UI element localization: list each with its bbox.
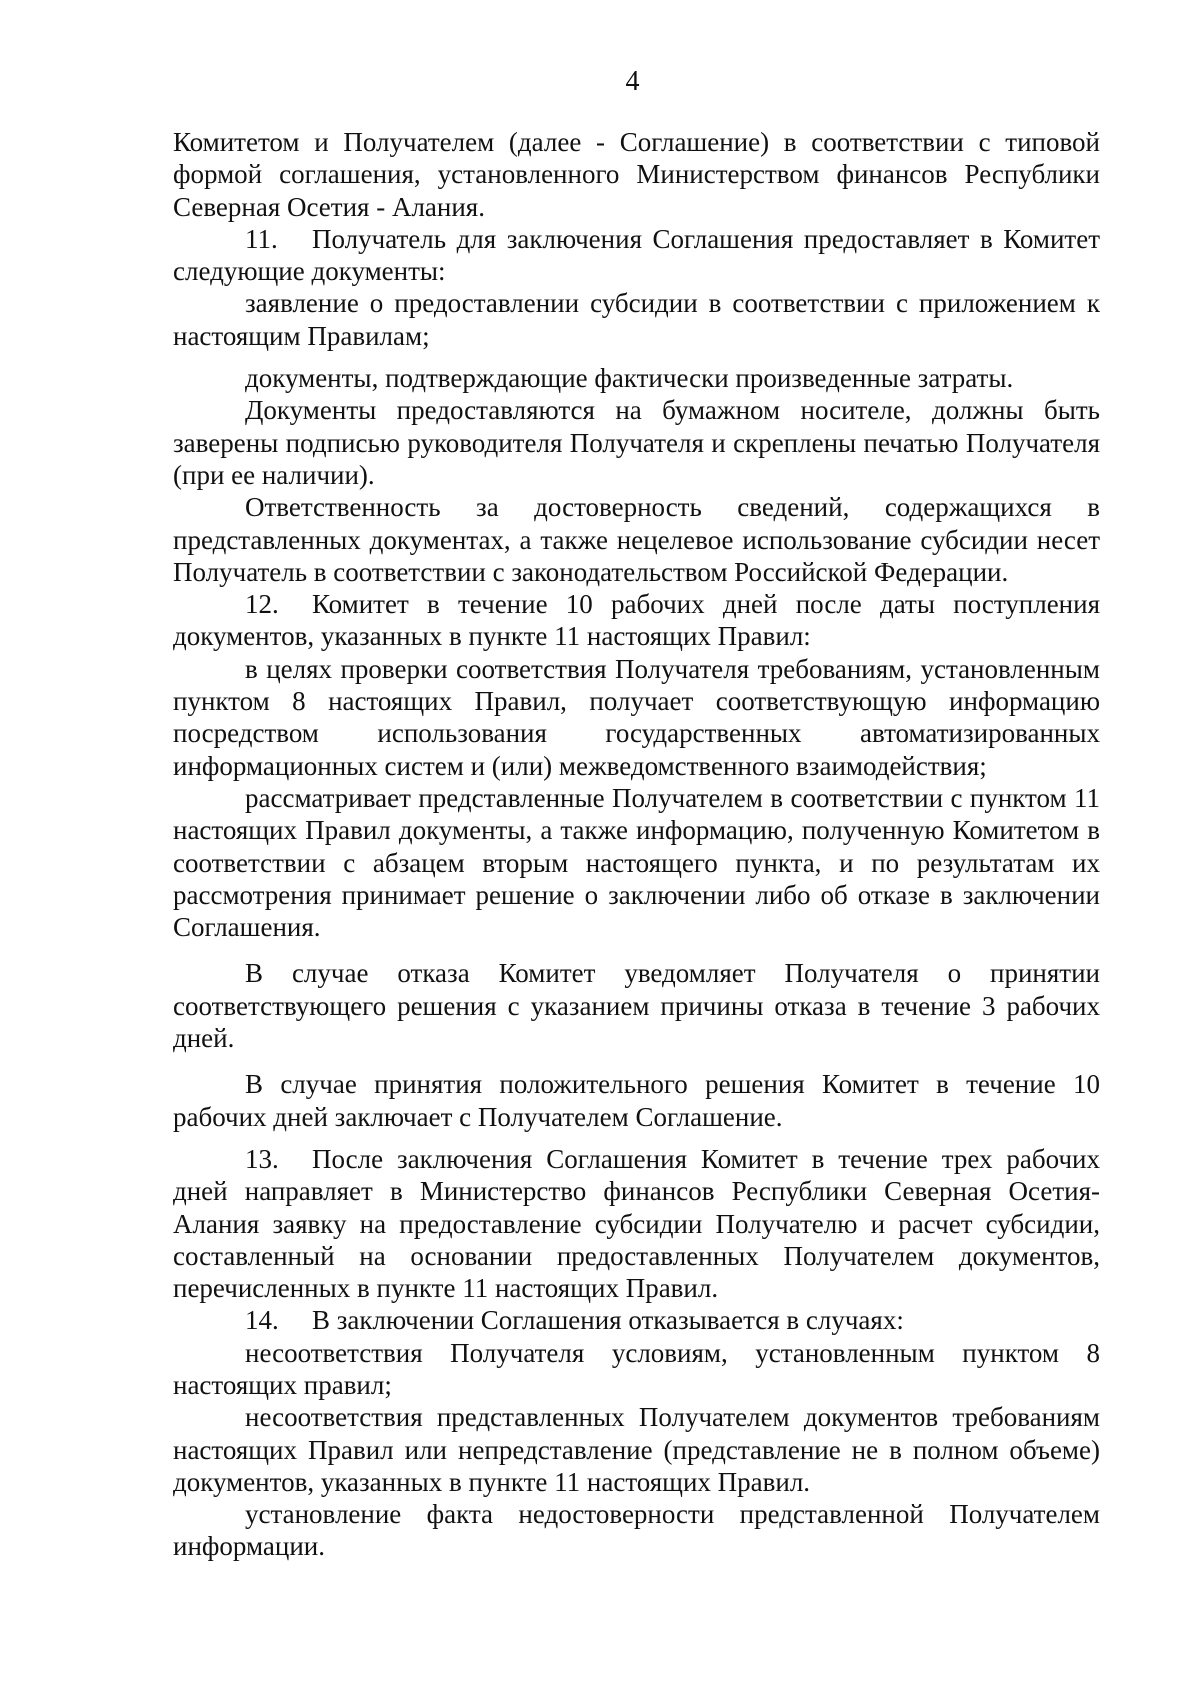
paragraph bbox=[173, 1068, 1100, 1133]
paragraph bbox=[173, 394, 1100, 491]
paragraph-text: в целях проверки соответствия Получателя требованиям, установленным пунктом 8 настоящих Правил, получает соответствующую информацию посредством использования государственных автоматизированных информационных систем и (или) межведомственного взаимодействия; bbox=[173, 653, 1100, 781]
paragraph-text: Ответственность за достоверность сведений, содержащихся в представленных документах, а также нецелевое использование субсидии несет Получатель в соответствии с законодательством Российской Федерации. bbox=[173, 492, 1100, 587]
paragraph-text: несоответствия Получателя условиям, установленным пунктом 8 настоящих правил; bbox=[173, 1337, 1100, 1400]
clause-number: 11. bbox=[245, 223, 278, 254]
paragraph bbox=[173, 1337, 1100, 1402]
paragraph-text: рассматривает представленные Получателем в соответствии с пунктом 11 настоящих Правил документы, а также информацию, полученную Комитетом в соответствии с абзацем вторым настоящего пункта, и по результатам их рассмотрения принимает решение о заключении либо об отказе в заключении Соглашения. bbox=[173, 782, 1100, 943]
paragraph-text: В заключении Соглашения отказывается в случаях: bbox=[312, 1305, 904, 1336]
paragraph-text: Комитетом и Получателем (далее - Соглашение) в соответствии с типовой формой соглашения, установленного Министерством финансов Республики Северная Осетия - Алания. bbox=[173, 127, 1100, 222]
paragraph bbox=[173, 1498, 1100, 1563]
clause-paragraph bbox=[173, 1304, 1100, 1336]
paragraph-text: установление факта недостоверности представленной Получателем информации. bbox=[173, 1499, 1100, 1562]
document-body bbox=[173, 126, 1100, 1563]
paragraph-text: В случае принятия положительного решения Комитет в течение 10 рабочих дней заключает с Получателем Соглашение. bbox=[173, 1069, 1100, 1132]
paragraph-text: Комитет в течение 10 рабочих дней после даты поступления документов, указанных в пункте 11 настоящих Правил: bbox=[173, 589, 1100, 652]
paragraph-text: Получатель для заключения Соглашения предоставляет в Комитет следующие документы: bbox=[173, 223, 1100, 287]
paragraph bbox=[173, 126, 1100, 223]
paragraph-text: документы, подтверждающие фактически произведенные затраты. bbox=[245, 363, 1014, 394]
paragraph bbox=[173, 362, 1100, 394]
paragraph bbox=[173, 287, 1100, 352]
clause-paragraph bbox=[173, 1143, 1100, 1304]
clause-number: 12. bbox=[245, 589, 279, 620]
paragraph bbox=[173, 1401, 1100, 1498]
clause-number: 13. bbox=[245, 1143, 279, 1174]
clause-number: 14. bbox=[245, 1305, 279, 1336]
paragraph-text: В случае отказа Комитет уведомляет Получателя о принятии соответствующего решения с указанием причины отказа в течение 3 рабочих дней. bbox=[173, 958, 1100, 1054]
clause-paragraph bbox=[173, 223, 1100, 288]
paragraph bbox=[173, 491, 1100, 588]
page-number: 4 bbox=[625, 66, 640, 97]
paragraph bbox=[173, 957, 1100, 1054]
paragraph-text: Документы предоставляются на бумажном носителе, должны быть заверены подписью руководителя Получателя и скреплены печатью Получателя (при ее наличии). bbox=[173, 395, 1100, 490]
paragraph-text: После заключения Соглашения Комитет в течение трех рабочих дней направляет в Министерство финансов Республики Северная Осетия-Алания заявку на предоставление субсидии Получателю и расчет субсидии, составленный на основании предоставленных Получателем документов, перечисленных в пункте 11 настоящих Правил. bbox=[173, 1143, 1100, 1304]
clause-paragraph bbox=[173, 588, 1100, 653]
paragraph-text: заявление о предоставлении субсидии в соответствии с приложением к настоящим Правилам; bbox=[173, 288, 1100, 351]
paragraph bbox=[173, 653, 1100, 782]
paragraph bbox=[173, 782, 1100, 943]
paragraph-text: несоответствия представленных Получателем документов требованиям настоящих Правил или непредставление (представление не в полном объеме) документов, указанных в пункте 11 настоящих Правил. bbox=[173, 1402, 1100, 1497]
